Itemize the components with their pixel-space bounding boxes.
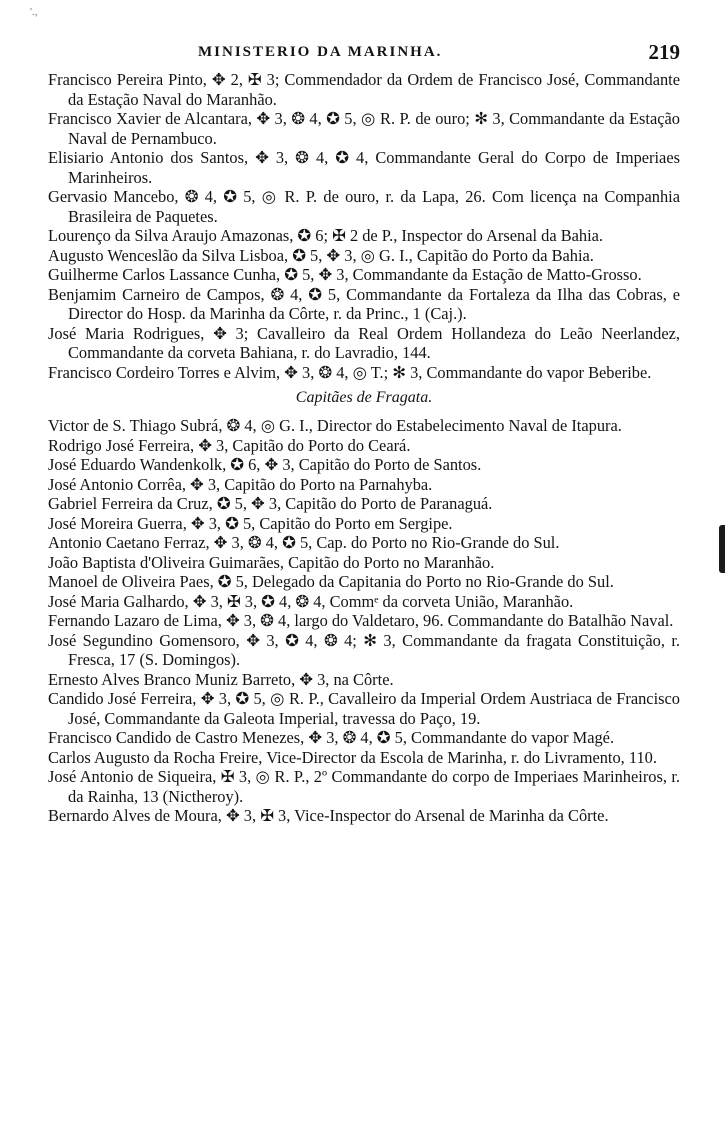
- list-item: José Moreira Guerra, ✥ 3, ✪ 5, Capitão do Porto em Sergipe.: [48, 513, 453, 533]
- list-item: José Antonio Corrêa, ✥ 3, Capitão do Porto na Parnahyba.: [48, 474, 433, 494]
- list-item: João Baptista d'Oliveira Guimarães, Capitão do Porto no Maranhão.: [48, 552, 495, 572]
- list-item: Guilherme Carlos Lassance Cunha, ✪ 5, ✥ 3, Commandante da Estação de Matto-Grosso.: [48, 265, 642, 284]
- list-item: Gabriel Ferreira da Cruz, ✪ 5, ✥ 3, Capitão do Porto de Paranaguá.: [48, 494, 493, 513]
- list-item: José Maria Rodrigues, ✥ 3; Cavalleiro da Real Ordem Hollandeza do Leão Neerlandez, Commandante da corveta Bahiana, r. do Lavradio, 144.: [48, 323, 680, 362]
- list-item: Carlos Augusto da Rocha Freire, Vice-Director da Escola de Marinha, r. do Livramento, 110.: [48, 747, 657, 767]
- section-heading: Capitães de Fragata.: [295, 389, 433, 406]
- entries-bottom: [48, 416, 680, 826]
- list-item: Antonio Caetano Ferraz, ✥ 3, ❂ 4, ✪ 5, Cap. do Porto no Rio-Grande do Sul.: [48, 533, 560, 552]
- list-item: Manoel de Oliveira Paes, ✪ 5, Delegado da Capitania do Porto no Rio-Grande do Sul.: [48, 572, 614, 591]
- list-item: Victor de S. Thiago Subrá, ❂ 4, ◎ G. I., Director do Estabelecimento Naval de Itapura.: [48, 416, 622, 435]
- list-item: José Eduardo Wandenkolk, ✪ 6, ✥ 3, Capitão do Porto de Santos.: [48, 455, 482, 474]
- list-item: Augusto Wenceslão da Silva Lisboa, ✪ 5, ✥ 3, ◎ G. I., Capitão do Porto da Bahia.: [48, 245, 594, 265]
- corner-mark: '.,: [30, 6, 38, 18]
- list-item: Benjamim Carneiro de Campos, ❂ 4, ✪ 5, Commandante da Fortaleza da Ilha das Cobras, e Director do Hosp. da Marinha da Côrte, r. da Princ., 1 (Caj.).: [48, 284, 680, 323]
- list-item: Elisiario Antonio dos Santos, ✥ 3, ❂ 4, ✪ 4, Commandante Geral do Corpo de Imperiaes Marinheiros.: [48, 148, 680, 187]
- list-item: Rodrigo José Ferreira, ✥ 3, Capitão do Porto do Ceará.: [48, 435, 411, 455]
- list-item: José Maria Galhardo, ✥ 3, ✠ 3, ✪ 4, ❂ 4, Commᵉ da corveta União, Maranhão.: [48, 591, 574, 611]
- page-header: [48, 40, 680, 70]
- page-number: 219: [648, 40, 680, 64]
- list-item: Lourenço da Silva Araujo Amazonas, ✪ 6; ✠ 2 de P., Inspector do Arsenal da Bahia.: [48, 226, 604, 245]
- list-item: Francisco Xavier de Alcantara, ✥ 3, ❂ 4, ✪ 5, ◎ R. P. de ouro; ✻ 3, Commandante da Estação Naval de Pernambuco.: [48, 109, 680, 148]
- page-edge-mark: [719, 525, 725, 573]
- list-item: Gervasio Mancebo, ❂ 4, ✪ 5, ◎ R. P. de ouro, r. da Lapa, 26. Com licença na Companhia Brasileira de Paquetes.: [48, 187, 680, 226]
- entries-top: [48, 70, 680, 382]
- list-item: Francisco Candido de Castro Menezes, ✥ 3, ❂ 4, ✪ 5, Commandante do vapor Magé.: [48, 728, 615, 747]
- list-item: Ernesto Alves Branco Muniz Barreto, ✥ 3, na Côrte.: [48, 669, 394, 689]
- list-item: Bernardo Alves de Moura, ✥ 3, ✠ 3, Vice-Inspector do Arsenal de Marinha da Côrte.: [48, 806, 609, 825]
- list-item: Candido José Ferreira, ✥ 3, ✪ 5, ◎ R. P., Cavalleiro da Imperial Ordem Austriaca de Francisco José, Commandante da Galeota Imperial, travessa do Paço, 19.: [48, 689, 680, 728]
- list-item: José Antonio de Siqueira, ✠ 3, ◎ R. P., 2º Commandante do corpo de Imperiaes Marinheiros, r. da Rainha, 13 (Nictheroy).: [48, 767, 680, 806]
- list-item: José Segundino Gomensoro, ✥ 3, ✪ 4, ❂ 4; ✻ 3, Commandante da fragata Constituição, r. Fresca, 17 (S. Domingos).: [48, 630, 680, 669]
- running-title: MINISTERIO DA MARINHA.: [198, 44, 443, 60]
- list-item: Francisco Cordeiro Torres e Alvim, ✥ 3, ❂ 4, ◎ T.; ✻ 3, Commandante do vapor Beberibe.: [48, 362, 652, 382]
- list-item: Francisco Pereira Pinto, ✥ 2, ✠ 3; Commendador da Ordem de Francisco José, Commandante da Estação Naval do Maranhão.: [48, 70, 680, 109]
- document-page: [48, 40, 680, 826]
- list-item: Fernando Lazaro de Lima, ✥ 3, ❂ 4, largo do Valdetaro, 96. Commandante do Batalhão Naval.: [48, 611, 674, 630]
